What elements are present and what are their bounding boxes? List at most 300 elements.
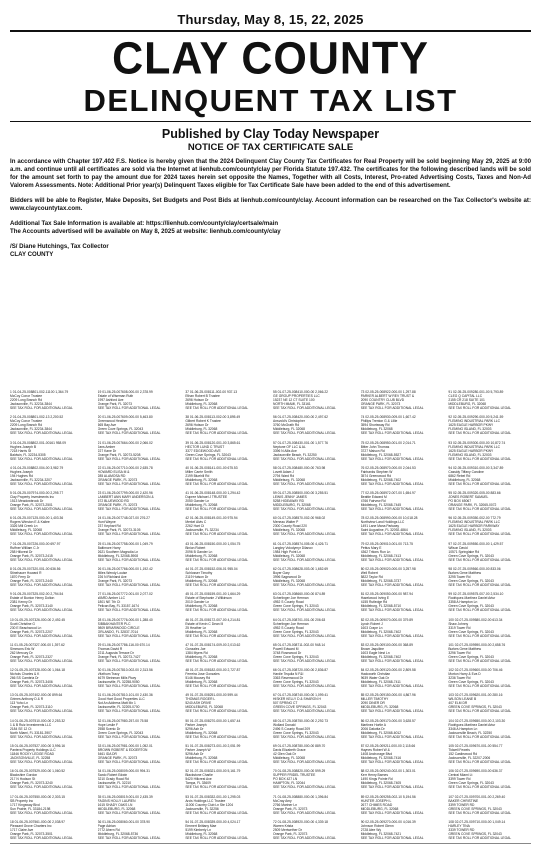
tax-list-entry: [273, 693, 356, 713]
entry-line: SEE TAX ROLL FOR ADDITIONAL LEGAL: [10, 532, 73, 537]
entry-line: Middleburg, FL 32068-7411: [360, 680, 401, 685]
entry-parcel-amount: 100 02-07-25-009580-002-00 613.34: [448, 617, 503, 622]
entry-line: SEE TAX ROLL FOR ADDITIONAL LEGAL: [185, 583, 249, 588]
tax-list-entry: [98, 820, 181, 840]
tax-list-entry: [185, 693, 268, 713]
entry-parcel-amount: 23 01-06-25-007799-000-00 2,420.96: [97, 491, 153, 496]
entry-line: Middleburg, FL 32068: [185, 477, 218, 482]
entry-line: 3319 Tower Rd: [448, 625, 471, 630]
entry-line: 3727 Maison Rd: [360, 448, 385, 453]
entry-parcel-amount: 4 01-04-25-008802-004-00 3,982.79: [10, 465, 64, 470]
entry-line: SEE TAX ROLL FOR ADDITIONAL LEGAL: [448, 734, 512, 739]
tax-list-entry: [185, 567, 268, 587]
tax-list-entry: [98, 592, 181, 612]
entry-line: Green Cove Springs, FL 32043: [273, 654, 319, 659]
entry-line: 1625 EAGLE HARBOR PARKWAY: [448, 524, 500, 529]
entry-line: Middleburg, FL 32068-5908: [97, 553, 139, 558]
entry-line: 3326 Mill Creek Ln: [10, 524, 38, 529]
tax-list-entry: [10, 592, 93, 612]
entry-line: SEE TAX ROLL FOR ADDITIONAL LEGAL: [10, 658, 73, 663]
entry-line: 1408 Anchorage Blvd: [360, 751, 393, 756]
entry-line: SEE TAX ROLL FOR ADDITIONAL LEGAL: [448, 709, 512, 714]
entry-line: Baldwin, FL 32234-5305: [10, 452, 46, 457]
entry-line: 226 N Richland Ave: [97, 575, 127, 579]
entry-parcel-amount: 3 01-04-25-008802-001-00161 958.09: [10, 440, 66, 445]
entry-line: Middleburg, FL 32068: [185, 654, 218, 659]
entry-owner: HOWARD ELISA M &: [97, 469, 130, 474]
entry-line: Jacksonville Beach, FL 32250: [273, 452, 317, 457]
entry-line: SEE TAX ROLL FOR ADDITIONAL LEGAL: [273, 481, 336, 486]
entry-line: Middleburg, FL 32068: [273, 427, 305, 432]
entry-owner: SUPPER FRIDEL TRUSTEE: [273, 773, 316, 778]
entry-owner: Beattie Edward M: [360, 495, 387, 500]
entry-line: Middleburg, FL 32068: [273, 553, 305, 558]
entry-line: 3399 Tower Rd: [448, 777, 471, 782]
entry-owner: GE GROUP PROPERTIES LLC: [273, 394, 320, 399]
entry-line: 11000 Country Club Ln Ste 1204: [185, 802, 234, 807]
entry-owner: FLEMING INDUSTRIAL PARK LLC: [448, 520, 501, 525]
entry-owner: 1 & B Ruiz Investments LLC: [10, 722, 52, 727]
entry-parcel-amount: 87 02-05-25-009211-000-00 2,115.66: [360, 743, 416, 748]
entry-parcel-amount: 63 01-07-25-008660-000-00 874.89: [273, 592, 326, 597]
entry-line: 262 Mercury Dr: [10, 650, 33, 655]
entry-line: HAMPTON, FL 32044: [273, 781, 306, 786]
entry-owner: Blackshire Gordon: [10, 773, 38, 778]
tax-list-entry: [10, 693, 93, 713]
entry-line: SEE TAX ROLL FOR ADDITIONAL LEGAL: [97, 608, 161, 613]
tax-list-entry: [448, 592, 531, 612]
entry-parcel-amount: 17 01-06-25-007550-000-00 2,303.15: [10, 794, 65, 799]
tax-list-entry: [185, 542, 268, 562]
entry-line: 2381 Kenny Dr: [10, 600, 32, 605]
entry-parcel-amount: 68 01-07-25-008750-000-00 2,292.73: [273, 718, 329, 723]
tax-list-entry: [185, 618, 268, 638]
entry-line: 3236 Tower Rd: [448, 676, 471, 681]
tax-list-entry: [185, 390, 268, 410]
entry-line: Middleburg, FL 32068: [185, 629, 218, 634]
entry-owner: Hughes Joseph B: [10, 444, 37, 449]
entry-line: SEE TAX ROLL FOR ADDITIONAL LEGAL: [185, 557, 249, 562]
entry-parcel-amount: 62 01-07-25-008628-003-00 1,652.69: [273, 566, 329, 571]
tax-list-entry: [10, 795, 93, 815]
entry-line: Middleburg, FL 32068: [185, 553, 218, 558]
entry-line: 4952 S County Road: [273, 625, 304, 630]
entry-line: SEE TAX ROLL FOR ADDITIONAL LEGAL: [185, 608, 249, 613]
entry-line: SEE TAX ROLL FOR ADDITIONAL LEGAL: [97, 684, 161, 689]
entry-line: Orange Park, FL 32073-3501: [10, 831, 53, 836]
entry-owner: Boyer Gary: [273, 570, 290, 575]
masthead-title: DELINQUENT TAX LIST: [83, 83, 458, 118]
entry-line: SEE TAX ROLL FOR ADDITIONAL LEGAL: [448, 633, 512, 638]
entry-line: Jacksonville, FL 32234: [185, 528, 219, 533]
entry-line: SEE TAX ROLL FOR ADDITIONAL LEGAL: [185, 760, 249, 764]
entry-parcel-amount: 56 01-07-25-008420-000-00 2,497.62: [273, 415, 329, 420]
entry-line: SEE TAX ROLL FOR ADDITIONAL LEGAL: [185, 431, 249, 436]
entry-line: SEE TAX ROLL FOR ADDITIONAL LEGAL: [97, 810, 161, 815]
tax-list-entry: [273, 795, 356, 815]
entry-line: 11846 ROCKY LEDGE ROAD: [10, 751, 55, 756]
entry-line: Jacksonville Beach, FL 32250: [448, 730, 493, 735]
entry-owner: Pleasant Grove Charters Inc: [10, 823, 52, 828]
tax-list-entry: [10, 390, 93, 410]
entry-parcel-amount: 11 01-05-25-007327-000-00 1,397.62: [10, 642, 65, 647]
entry-owner: Scott Christine G: [10, 621, 35, 626]
entry-line: SEE TAX ROLL FOR ADDITIONAL LEGAL: [10, 709, 73, 714]
entry-line: PO BOX 65067: [448, 499, 472, 504]
entry-owner: Greenwood Heather: [97, 419, 128, 424]
tax-list-entry: [448, 516, 531, 536]
tax-list-entry: [185, 719, 268, 739]
entry-owner: Hackworth Christian: [360, 672, 391, 677]
entry-line: SEE TAX ROLL FOR ADDITIONAL LEGAL: [360, 481, 424, 486]
entry-line: Middleburg, FL 32068-7402: [360, 629, 402, 634]
entry-line: SEE TAX ROLL FOR ADDITIONAL LEGAL: [448, 835, 512, 840]
entry-line: 2211 Augusta Terrace Dr: [97, 650, 134, 655]
tax-list-entry: [98, 441, 181, 461]
entry-line: SEE TAX ROLL FOR ADDITIONAL LEGAL: [360, 810, 424, 815]
entry-owner: FAGINS HOLLY LAUREN: [97, 798, 136, 803]
entry-owner: Ansvold's Christopher: [273, 419, 305, 424]
entry-line: SEE TAX ROLL FOR ADDITIONAL LEGAL: [185, 507, 249, 512]
entry-parcel-amount: 83 02-05-25-009100-000-00 368.89: [360, 642, 413, 647]
entry-line: SEE TAX ROLL FOR ADDITIONAL LEGAL: [10, 507, 73, 512]
tax-list-entry: [10, 744, 93, 764]
tax-list-entry: [98, 415, 181, 435]
entry-line: Middleburg, FL 32068-7402: [360, 654, 402, 659]
entry-parcel-amount: 91 02-05-25-009280-001-00 5,793.89: [448, 390, 504, 394]
tax-list-entry: [10, 820, 93, 840]
entry-line: Middleburg, FL 32068-7413: [360, 553, 402, 558]
entry-line: Green Cove Springs, FL 32043: [97, 427, 144, 432]
entry-line: SEE TAX ROLL FOR ADDITIONAL LEGAL: [448, 481, 512, 486]
entry-line: SEE TAX ROLL FOR ADDITIONAL LEGAL: [10, 633, 73, 638]
entry-owner: Estate of Kevin C Dean III: [185, 621, 224, 626]
entry-line: Middleburg, FL 32068: [273, 528, 305, 533]
entry-owner: Pettus Mary E: [360, 545, 382, 550]
entry-parcel-amount: 93 02-05-25-009300-000-00 10,872.74: [448, 440, 506, 445]
tax-list-entry: [361, 516, 444, 536]
entry-owner: Central Miami Lt: [448, 773, 473, 778]
entry-parcel-amount: 92 02-05-25-009290-000-00 5,241.59: [448, 415, 504, 420]
entry-owner: Warren Krista: [273, 823, 294, 828]
entry-owner: Wilson David: [448, 545, 468, 550]
tax-list-entry: [273, 668, 356, 688]
entry-line: SEE TAX ROLL FOR ADDITIONAL LEGAL: [97, 658, 161, 663]
entry-line: 3748 Rosewood Dr: [273, 650, 302, 655]
entry-line: 2509 Meriwether Dr: [273, 827, 302, 832]
listing-column: [98, 390, 181, 840]
intro-paragraph: In accordance with Chapter 197.402 F.S. Notice is hereby given that the 2024 Delinquent Clay County Tax Certificates for Real Property will be sold beginning May 29, 2025 at 9:00 a.m. and continue until all certificates are sold via the Internet at lienhub.com/county/clay per Florida Statute 197.432. The certificates for the following described lands will be sold for the amount set forth to pay the amount due for 2024 taxes herein set opposite the Names, Together with all Costs, Interest, Pro-rated Advertising Costs, Taxes and Non-Ad Valorem Assessments. Note: Additional Prior year(s) Delinquent Taxes eligible for Tax Certificate Sale have been added to the end of this advertisement.: [10, 158, 531, 190]
entry-line: Orange Park, FL 32073-3240: [10, 781, 53, 786]
entry-line: Jacksonville, FL 32256: [185, 806, 219, 811]
entry-line: SEE TAX ROLL FOR ADDITIONAL LEGAL: [360, 406, 424, 411]
tax-list-entry: [361, 441, 444, 461]
entry-line: ORANGE PARK, FL 32073: [97, 477, 138, 482]
tax-list-entry: [98, 466, 181, 486]
entry-line: 3363 Ravenwood Dr: [273, 676, 304, 681]
tax-list-entry: [273, 719, 356, 739]
entry-line: SEE TAX ROLL FOR ADDITIONAL LEGAL: [97, 785, 161, 790]
entry-line: 1603 Crape Ln: [360, 625, 383, 630]
entry-line: 665 Bay Ave: [97, 423, 117, 428]
entry-owner: Rogers Winston E & Kailee: [10, 520, 50, 525]
entry-line: 2006 Dakotta Dr: [360, 726, 385, 731]
delinquent-listing-grid: [10, 390, 531, 840]
entry-line: 2696 Hutson Dr: [185, 423, 209, 428]
entry-line: SEE TAX ROLL FOR ADDITIONAL LEGAL: [448, 785, 512, 790]
entry-line: 1801 NE 7th Ct: [97, 600, 121, 605]
entry-line: SEE TAX ROLL FOR ADDITIONAL LEGAL: [273, 633, 336, 638]
entry-line: SEE TAX ROLL FOR ADDITIONAL LEGAL: [273, 406, 336, 411]
entry-parcel-amount: 31 01-06-25-007810-101-00 2,430.36: [97, 693, 153, 698]
tax-list-entry: [273, 441, 356, 461]
tax-list-entry: [273, 744, 356, 764]
entry-owner: Sardo Robert Edwin: [97, 773, 128, 778]
signature-name: /S/ Diane Hutchings, Tax Collector: [10, 243, 109, 251]
entry-line: SEE TAX ROLL FOR ADDITIONAL LEGAL: [360, 785, 424, 790]
entry-line: SEE TAX ROLL FOR ADDITIONAL LEGAL: [360, 633, 424, 638]
entry-owner: Emmert Brittany Mae: [185, 823, 217, 828]
entry-parcel-amount: 107 02-07-25-009700-001-00 2,269.40: [448, 794, 506, 799]
entry-line: 3346 A Hampton Ln: [448, 726, 478, 731]
entry-line: SEE TAX ROLL FOR ADDITIONAL LEGAL: [448, 760, 512, 764]
entry-line: SEE TAX ROLL FOR ADDITIONAL LEGAL: [97, 532, 161, 537]
tax-list-entry: [185, 491, 268, 511]
entry-line: 1870 Ferry Dr: [10, 575, 31, 579]
entry-owner: HECTOR LUND C TRUST: [185, 444, 225, 449]
entry-parcel-amount: 81 02-05-25-009050-000-00 987.94: [360, 592, 413, 597]
entry-line: 4766 Fairvew Rd: [360, 499, 386, 504]
entry-parcel-amount: 80 02-05-25-009020-000-00 3,257.98: [360, 566, 416, 571]
entry-line: Middleburg, FL 32068: [273, 579, 305, 584]
entry-parcel-amount: 96 02-05-25-009350-002-00 772.79: [448, 516, 501, 521]
entry-line: SEE TAX ROLL FOR ADDITIONAL LEGAL: [273, 456, 336, 461]
tax-list-entry: [361, 643, 444, 663]
entry-owner: Neptune OF LLC & AL: [273, 444, 306, 449]
entry-line: SEE TAX ROLL FOR ADDITIONAL LEGAL: [448, 583, 512, 588]
entry-line: 7218 Harris St: [10, 448, 32, 453]
entry-owner: Vitzthum Tracy: [97, 672, 120, 677]
entry-line: FLEMING ISLAND, FL 32003: [448, 427, 492, 432]
entry-line: Saint Augustine, FL 32092-4864: [360, 528, 408, 533]
masthead-county: CLAY COUNTY: [112, 33, 429, 85]
entry-owner: Grimes Anthony D & R: [10, 697, 44, 702]
entry-parcel-amount: 42 01-06-25-008149-001-00 975.94: [185, 516, 238, 521]
entry-line: 3339 TOWER RD: [448, 827, 475, 832]
entry-line: 3399 TOWER RD: [448, 802, 475, 807]
tax-list-entry: [98, 744, 181, 764]
entry-line: ORANGE PARK, FL 32073: [360, 402, 401, 407]
entry-parcel-amount: 25 01-06-25-007758-000-00 1,049.79: [97, 541, 153, 546]
entry-line: Green Cove Springs, FL 32043: [448, 629, 494, 634]
tax-list-entry: [361, 693, 444, 713]
entry-line: 1615 SHADY OAKS LN: [97, 802, 133, 807]
entry-line: Jacksonville, FL 32207-2006: [448, 755, 491, 760]
entry-line: SEE TAX ROLL FOR ADDITIONAL LEGAL: [10, 734, 73, 739]
tax-list-entry: [273, 516, 356, 536]
entry-line: SEE TAX ROLL FOR ADDITIONAL LEGAL: [273, 835, 336, 840]
entry-parcel-amount: 16 01-06-25-007529-000-00 1,060.52: [10, 769, 65, 774]
entry-parcel-amount: 36 01-06-25-008060-001-00 378.90: [97, 819, 150, 824]
entry-parcel-amount: 53 01-07-25-008332-001-00 1,295.03: [185, 794, 241, 799]
entry-owner: Estate of Wiseman Ruth: [97, 394, 134, 399]
entry-line: 2772 Ahern Rd: [97, 827, 120, 832]
entry-parcel-amount: 49 01-07-25-008251-000-00 599.44: [185, 693, 238, 698]
tax-list-entry: [448, 795, 531, 815]
entry-line: Green Cove Springs, FL 32043: [273, 629, 319, 634]
entry-line: SEE TAX ROLL FOR ADDITIONAL LEGAL: [97, 456, 161, 461]
entry-owner: Burkes Gene Matthew: [448, 570, 481, 575]
entry-parcel-amount: 32 01-06-25-007980-257-00 75.58: [97, 718, 149, 723]
entry-owner: Tidwell Fewels: [448, 747, 470, 752]
entry-line: Green Cove Springs, FL 32043: [273, 680, 319, 685]
entry-line: SEE TAX ROLL FOR ADDITIONAL LEGAL: [448, 557, 512, 562]
entry-line: 2677 CHIMES ROAD: [360, 802, 393, 807]
entry-owner: HUNTER JOSEPH L: [360, 798, 392, 803]
entry-line: SEE TAX ROLL FOR ADDITIONAL LEGAL: [360, 456, 424, 461]
entry-line: SEE TAX ROLL FOR ADDITIONAL LEGAL: [273, 658, 336, 663]
entry-parcel-amount: 40 01-06-25-008141-001-00 675.53: [185, 465, 238, 470]
entry-line: Orange Park, FL 32073-2501: [10, 503, 53, 508]
entry-line: 2090 DINER DR: [360, 701, 385, 706]
entry-line: Middleburg, FL 32068: [185, 604, 218, 609]
entry-line: 5258 HIDEAWAY RD: [273, 499, 304, 504]
entry-owner: Gilbert Robert K Trustee: [185, 419, 221, 424]
entry-owner: MILLER TIMOTHY: [360, 697, 389, 702]
entry-parcel-amount: 70 01-08-25-008820-000-00 599.29: [273, 769, 326, 774]
tax-list-entry: [273, 592, 356, 612]
tax-list-entry: [448, 390, 531, 410]
entry-line: Sun Prairie, FL 33184-2198: [10, 806, 51, 811]
entry-line: 285 ALAMOSA RD: [97, 473, 126, 478]
tax-list-entry: [185, 466, 268, 486]
entry-line: SEE TAX ROLL FOR ADDITIONAL LEGAL: [448, 810, 512, 815]
tax-list-entry: [361, 668, 444, 688]
entry-parcel-amount: 94 02-05-25-009310-000-00 3,347.89: [448, 465, 504, 470]
tax-list-entry: [448, 820, 531, 840]
tax-list-entry: [10, 618, 93, 638]
entry-parcel-amount: 8 01-05-25-007320-001-00 636.56: [10, 566, 61, 571]
tax-list-entry: [98, 719, 181, 739]
entry-line: SEE TAX ROLL FOR ADDITIONAL LEGAL: [360, 760, 424, 764]
entry-parcel-amount: 34 01-06-25-008009-000-00 994.31: [97, 769, 150, 774]
entry-line: 5296 Ash Dr: [185, 726, 204, 731]
published-by: Published by Clay Today Newspaper: [161, 127, 380, 141]
entry-line: 194 Hughes Rd: [10, 473, 33, 478]
entry-parcel-amount: 29 01-06-25-007786-116-00 670.14: [97, 642, 150, 647]
entry-parcel-amount: 21 01-06-25-007664-000-00 2,066.02: [97, 440, 153, 445]
entry-parcel-amount: 39 01-06-25-008120-001-00 3,865.61: [185, 440, 241, 445]
entry-line: Orange Park, FL 32073: [97, 579, 133, 584]
entry-line: 1513 Meadowbrook Dr: [10, 499, 44, 504]
signature-county: CLAY COUNTY: [10, 251, 54, 259]
entry-parcel-amount: 54 01-07-25-008339-000-00 4,024.17: [185, 819, 241, 824]
entry-line: Middleburg, FL 32068: [185, 503, 218, 508]
entry-parcel-amount: 79 02-05-25-009010-001-00 713.75: [360, 541, 413, 546]
entry-line: Middleburg, FL 32068-7405: [360, 781, 402, 786]
entry-parcel-amount: 26 01-06-25-007766-000-00 1,192.42: [97, 566, 153, 571]
tax-list-entry: [273, 491, 356, 511]
entry-line: Orange Park, FL 32073: [273, 806, 308, 811]
entry-parcel-amount: 12 01-05-25-007328-000-00 1,064.18: [10, 668, 65, 673]
tax-list-entry: [448, 415, 531, 435]
entry-line: Jacksonville, FL 32234-3844: [10, 427, 52, 432]
entry-parcel-amount: 72 01-08-25-008920-000-00 4,339.18: [273, 819, 329, 824]
entry-owner: Fairbanks Stephen W: [360, 469, 393, 474]
entry-parcel-amount: 44 01-07-25-008152-006-01 955.04: [185, 566, 238, 571]
entry-line: 4952 S County Road: [273, 600, 304, 605]
entry-owner: Miller Carrie Smith: [185, 469, 213, 474]
entry-owner: Jans Amber: [97, 444, 116, 449]
entry-line: Middleburg, FL 32068: [448, 477, 481, 482]
additional-info-line: Additional Tax Sale Information is available at: https://lienhub.com/county/clay/certsale/main: [10, 220, 279, 228]
entry-parcel-amount: 73 02-05-25-008922-000-00 1,297.88: [360, 390, 416, 394]
entry-line: GREEN COVE SPRINGS, FL 32043: [448, 831, 502, 836]
entry-parcel-amount: 88 02-05-25-009240-002-00 1,303.01: [360, 769, 416, 774]
entry-line: Orange Park, FL 32073: [97, 402, 133, 407]
entry-parcel-amount: 99 02-07-25-009575-007-00 2,534.10: [448, 592, 504, 597]
entry-line: Middleburg, FL 32068-7421: [360, 831, 402, 836]
additional-info: [10, 220, 531, 236]
entry-line: Middleburg, FL 32068-5710: [360, 604, 402, 609]
entry-parcel-amount: 69 01-07-25-008780-000-00 889.70: [273, 743, 326, 748]
entry-line: 2050 Gander Ln: [185, 499, 210, 504]
entry-parcel-amount: 106 02-07-25-009690-000-00 636.37: [448, 769, 503, 774]
masthead-rule: [10, 121, 531, 122]
tax-list-entry: [361, 744, 444, 764]
tax-list-entry: [185, 516, 268, 536]
entry-line: SEE TAX ROLL FOR ADDITIONAL LEGAL: [185, 734, 249, 739]
tax-list-entry: [185, 592, 268, 612]
entry-owner: Cassidy Tiffany Caroline: [448, 469, 484, 474]
entry-owner: Northview Land Holdings LLC: [360, 520, 405, 525]
entry-line: SEE TAX ROLL FOR ADDITIONAL LEGAL: [360, 709, 424, 714]
tax-list-entry: [361, 415, 444, 435]
entry-parcel-amount: 77 02-05-25-008972-007-00 1,654.97: [360, 491, 416, 496]
entry-parcel-amount: 61 01-07-25-008574-005-00 4,426.71: [273, 541, 329, 546]
entry-line: Jacksonville, FL 32210: [97, 781, 132, 786]
tax-list-entry: [273, 390, 356, 410]
entry-line: SEE TAX ROLL FOR ADDITIONAL LEGAL: [360, 734, 424, 739]
entry-line: Orange Park, FL 32073: [273, 831, 308, 836]
entry-line: 2184 SE 12 Ct: [10, 726, 32, 731]
entry-line: SEE TAX ROLL FOR ADDITIONAL LEGAL: [448, 406, 512, 411]
entry-line: SEE TAX ROLL FOR ADDITIONAL LEGAL: [185, 456, 249, 461]
tax-list-entry: [273, 567, 356, 587]
tax-list-entry: [448, 693, 531, 713]
tax-list-entry: [448, 719, 531, 739]
tax-list-entry: [10, 668, 93, 688]
entry-line: 3574 Greenwood Rd: [360, 473, 392, 478]
entry-line: SEE TAX ROLL FOR ADDITIONAL LEGAL: [448, 532, 512, 537]
bidders-paragraph: Bidders will be able to Register, Make Deposits, Set Budgets and Post Bids at lienhub.com/county/clay. Account information can be researched on the Tax Collector's website at: www.claycountytax.com.: [10, 197, 531, 213]
tax-list-entry: [361, 491, 444, 511]
entry-line: SEE TAX ROLL FOR ADDITIONAL LEGAL: [185, 684, 249, 689]
entry-owner: Lovett Adam J: [273, 469, 294, 474]
entry-line: SEE TAX ROLL FOR ADDITIONAL LEGAL: [185, 658, 249, 663]
entry-line: Orange Park, FL 32073-3105: [97, 528, 141, 533]
entry-line: 5822 Taylor Rd: [360, 575, 383, 579]
entry-owner: Miles Wendy Louise: [97, 570, 128, 575]
entry-parcel-amount: 2 01-04-25-008801-002-13 2,200.52: [10, 415, 64, 420]
entry-line: FLEMING ISLAND, FL 32003: [448, 452, 492, 457]
entry-line: Green Cove Springs, FL 32043: [448, 680, 494, 685]
entry-owner: Hunt Wayne: [97, 520, 116, 525]
entry-line: SEE TAX ROLL FOR ADDITIONAL LEGAL: [273, 507, 336, 512]
entry-parcel-amount: 103 02-07-25-009620-001-00 280.16: [448, 693, 503, 698]
tax-list-entry: [10, 769, 93, 789]
entry-line: SEE TAX ROLL FOR ADDITIONAL LEGAL: [97, 633, 161, 638]
